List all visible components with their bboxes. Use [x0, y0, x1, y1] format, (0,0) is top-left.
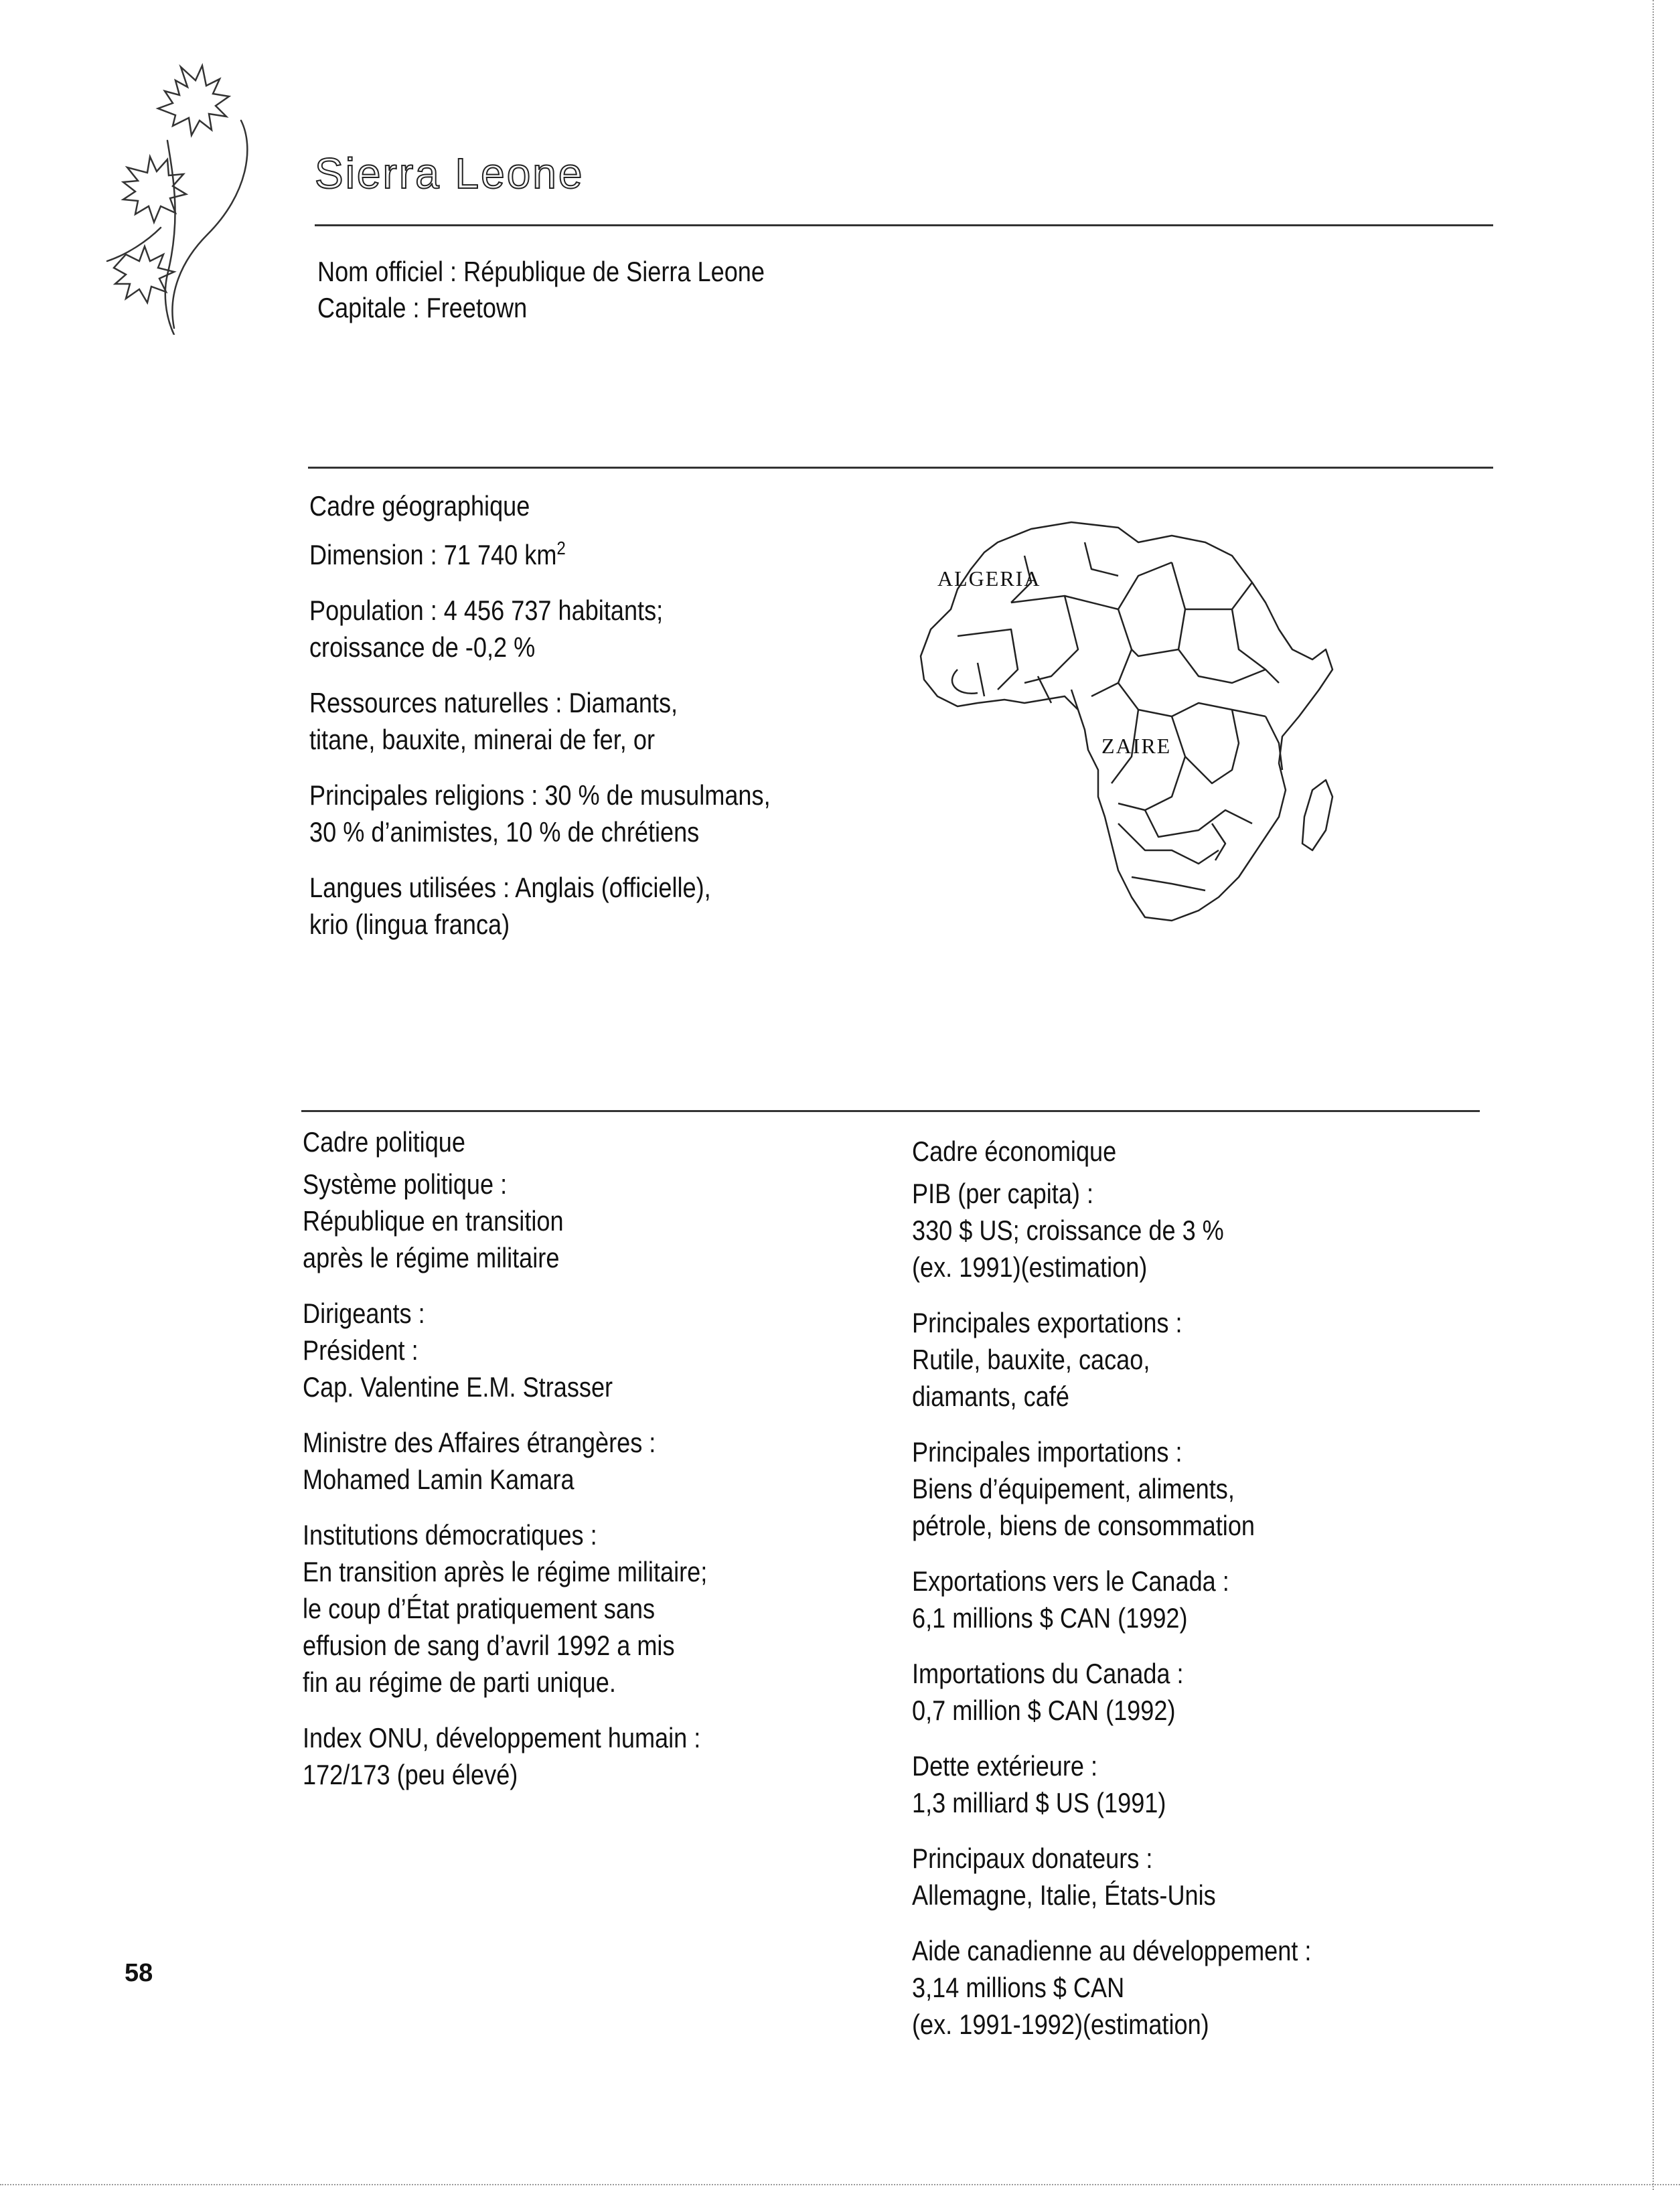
official-name: Nom officiel : République de Sierra Leone: [317, 256, 765, 287]
economy-item: Exportations vers le Canada : 6,1 millions $ CAN (1992): [912, 1565, 1229, 1634]
geography-section: [309, 487, 912, 961]
politics-item: Dirigeants : Président : Cap. Valentine E.M. Strasser: [303, 1298, 613, 1403]
politics-heading: Cadre politique: [303, 1126, 465, 1158]
economy-item: Principaux donateurs : Allemagne, Italie, États-Unis: [912, 1843, 1216, 1911]
economy-section: [912, 1133, 1515, 2061]
economy-item: Aide canadienne au développement : 3,14 millions $ CAN (ex. 1991-1992)(estimation): [912, 1935, 1312, 2040]
geography-item: Population : 4 456 737 habitants; croissance de -0,2 %: [309, 595, 664, 663]
economy-item: Principales exportations : Rutile, bauxite, cacao, diamants, café: [912, 1307, 1182, 1412]
geography-divider: [308, 467, 1493, 469]
economy-item: Dette extérieure : 1,3 milliard $ US (1991): [912, 1750, 1166, 1818]
geography-item: Principales religions : 30 % de musulmans, 30 % d’animistes, 10 % de chrétiens: [309, 779, 771, 848]
politics-item: Ministre des Affaires étrangères : Mohamed Lamin Kamara: [303, 1427, 656, 1495]
geography-item: Ressources naturelles : Diamants, titane, bauxite, minerai de fer, or: [309, 687, 678, 755]
maple-leaf-icon: [87, 54, 261, 335]
map-label-algeria: ALGERIA: [937, 566, 1041, 591]
politics-section: [303, 1123, 905, 1812]
capital: Capitale : Freetown: [317, 292, 528, 323]
scan-edge-bottom: [0, 2184, 1680, 2185]
page-title: Sierra Leone: [315, 149, 585, 198]
title-divider: [315, 224, 1493, 226]
dimension-text: Dimension : 71 740 km: [309, 539, 557, 570]
scan-edge-right: [1653, 0, 1654, 2190]
economy-item: Principales importations : Biens d’équipement, aliments, pétrole, biens de consommation: [912, 1436, 1255, 1541]
africa-map: [917, 516, 1346, 931]
dimension-superscript: 2: [556, 538, 566, 558]
map-label-zaire: ZAIRE: [1101, 734, 1172, 758]
madagascar-outline: [1302, 780, 1332, 850]
geography-item: Langues utilisées : Anglais (officielle), krio (lingua franca): [309, 872, 711, 940]
politics-item: Index ONU, développement humain : 172/173 (peu élevé): [303, 1722, 701, 1790]
economy-item: PIB (per capita) : 330 $ US; croissance de 3 % (ex. 1991)(estimation): [912, 1178, 1224, 1283]
economy-heading: Cadre économique: [912, 1136, 1117, 1167]
geography-heading: Cadre géographique: [309, 490, 530, 522]
economy-item: Importations du Canada : 0,7 million $ CAN (1992): [912, 1658, 1184, 1726]
page-number: 58: [125, 1959, 153, 1987]
politics-item: Institutions démocratiques : En transition après le régime militaire; le coup d’État pratiquement sans effusion de sang d’avril 1992 a mis fin au régime de parti unique.: [303, 1519, 708, 1698]
geography-dimension: [309, 530, 828, 573]
politics-divider: [301, 1110, 1480, 1112]
politics-item: Système politique : République en transition après le régime militaire: [303, 1168, 564, 1273]
